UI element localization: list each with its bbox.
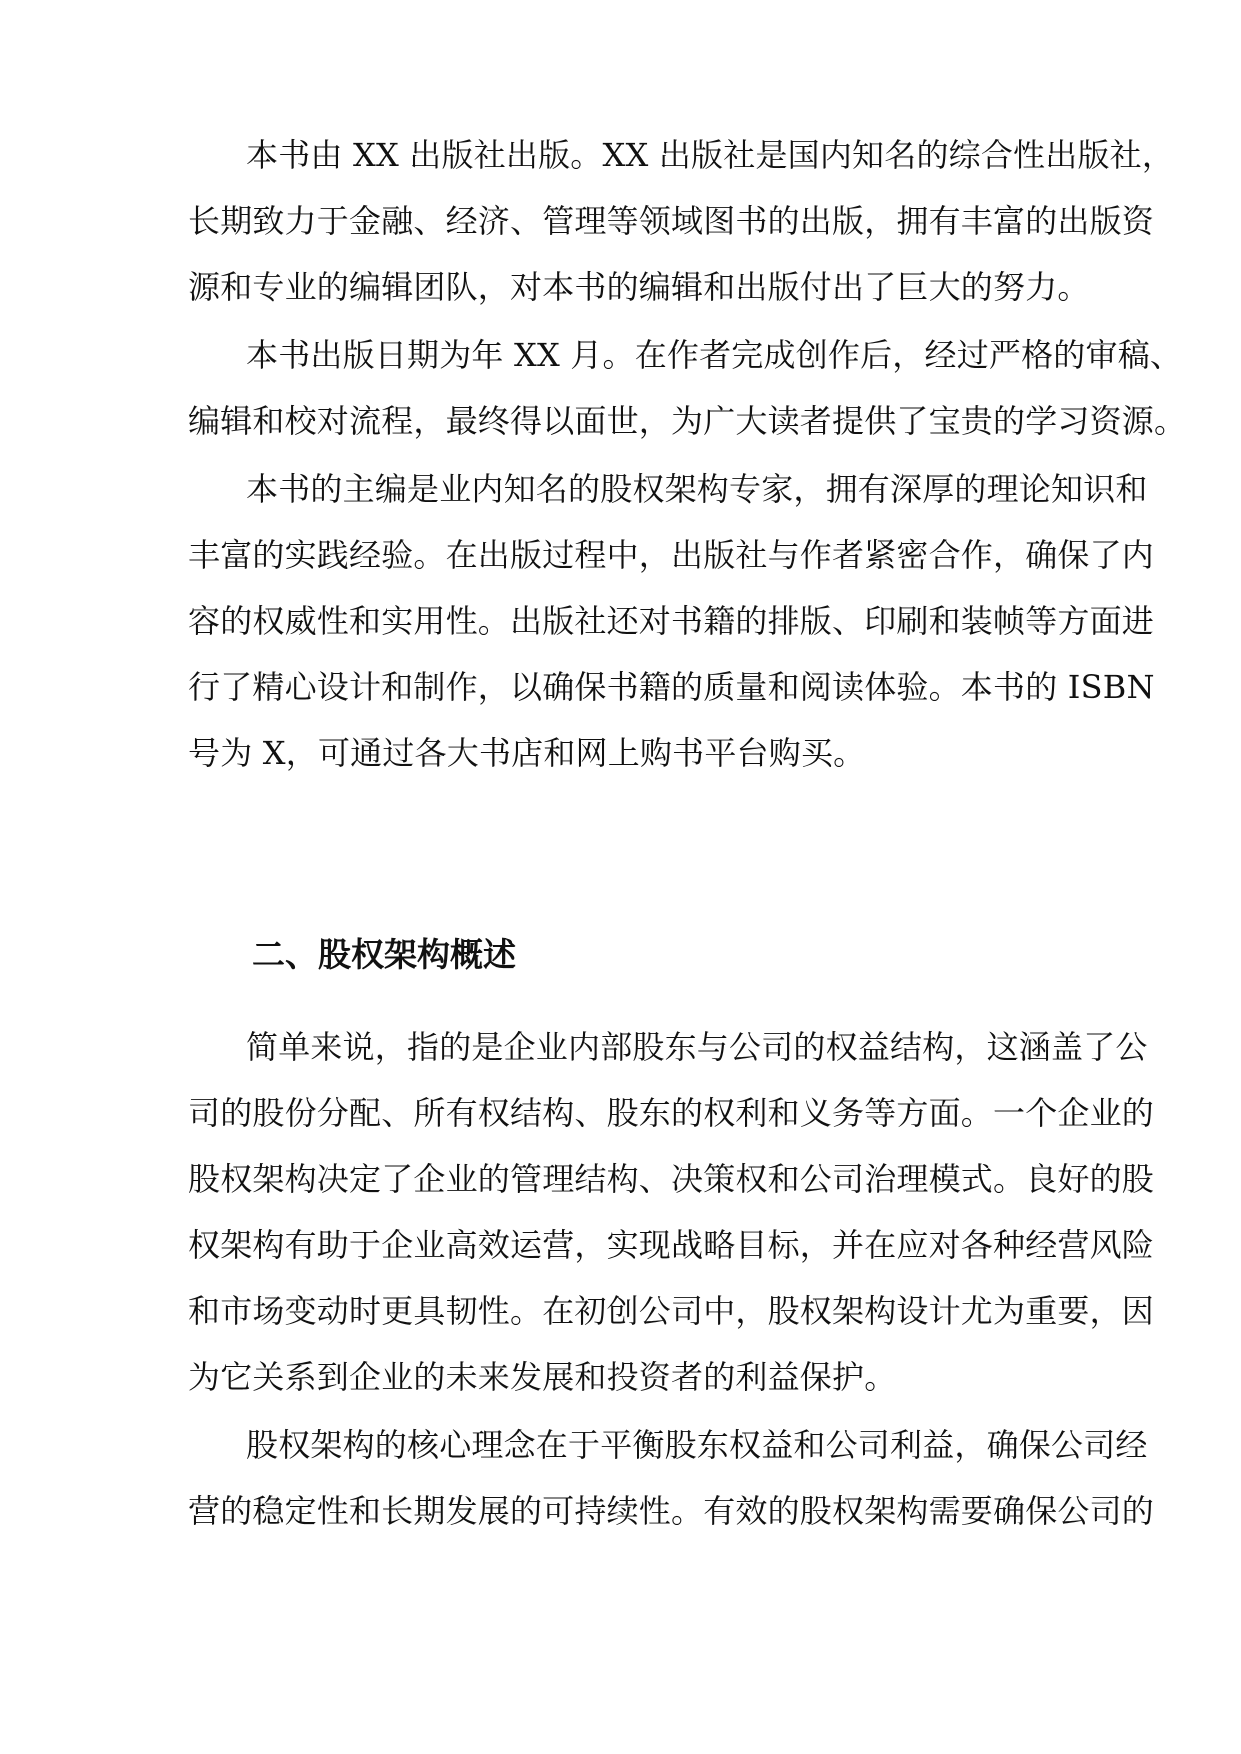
section-heading: 二、股权架构概述 [252, 935, 516, 974]
section-paragraph-1-line-1: 简单来说，指的是企业内部股东与公司的权益结构，这涵盖了公 [246, 1028, 1148, 1066]
section-paragraph-1-line-5: 和市场变动时更具韧性。在初创公司中，股权架构设计尤为重要，因 [188, 1292, 1155, 1330]
paragraph-1-line-3: 源和专业的编辑团队，对本书的编辑和出版付出了巨大的努力。 [188, 268, 1090, 306]
section-paragraph-2-line-2: 营的稳定性和长期发展的可持续性。有效的股权架构需要确保公司的 [188, 1492, 1155, 1530]
paragraph-3-line-4: 行了精心设计和制作，以确保书籍的质量和阅读体验。本书的 ISBN [188, 668, 1155, 706]
paragraph-3-line-1: 本书的主编是业内知名的股权架构专家，拥有深厚的理论知识和 [246, 470, 1148, 508]
section-paragraph-2-line-1: 股权架构的核心理念在于平衡股东权益和公司利益，确保公司经 [246, 1426, 1148, 1464]
paragraph-1-line-2: 长期致力于金融、经济、管理等领域图书的出版，拥有丰富的出版资 [188, 202, 1155, 240]
section-paragraph-1-line-4: 权架构有助于企业高效运营，实现战略目标，并在应对各种经营风险 [188, 1226, 1155, 1264]
paragraph-2-line-1: 本书出版日期为年 XX 月。在作者完成创作后，经过严格的审稿、 [246, 336, 1183, 374]
paragraph-2-line-2: 编辑和校对流程，最终得以面世，为广大读者提供了宝贵的学习资源。 [188, 402, 1187, 440]
paragraph-3-line-2: 丰富的实践经验。在出版过程中，出版社与作者紧密合作，确保了内 [188, 536, 1155, 574]
section-paragraph-1-line-2: 司的股份分配、所有权结构、股东的权利和义务等方面。一个企业的 [188, 1094, 1155, 1132]
section-paragraph-1-line-6: 为它关系到企业的未来发展和投资者的利益保护。 [188, 1358, 897, 1396]
section-paragraph-1-line-3: 股权架构决定了企业的管理结构、决策权和公司治理模式。良好的股 [188, 1160, 1155, 1198]
paragraph-3-line-5: 号为 X，可通过各大书店和网上购书平台购买。 [188, 734, 866, 772]
paragraph-1-line-1: 本书由 XX 出版社出版。XX 出版社是国内知名的综合性出版社， [246, 136, 1175, 174]
paragraph-3-line-3: 容的权威性和实用性。出版社还对书籍的排版、印刷和装帧等方面进 [188, 602, 1155, 640]
